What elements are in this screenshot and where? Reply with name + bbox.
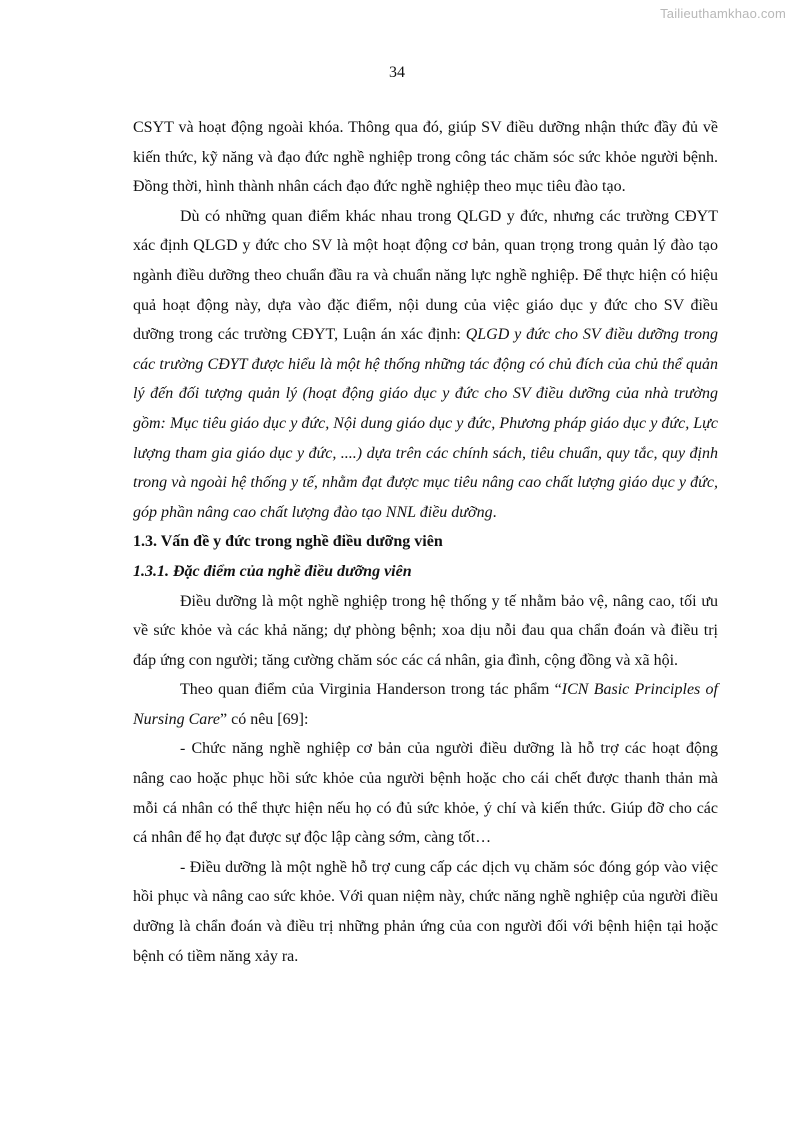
paragraph-4	[133, 675, 718, 734]
page-number: 34	[389, 64, 405, 81]
paragraph-6: - Điều dưỡng là một nghề hỗ trợ cung cấp các dịch vụ chăm sóc đóng góp vào việc hồi phục và nâng cao sức khỏe. Với quan niệm này, chức năng nghề nghiệp của người điều dưỡng là chẩn đoán và điều trị những phản ứng của con người đối với bệnh hiện tại hoặc bệnh có tiềm năng xảy ra.	[133, 858, 718, 965]
section-heading-1-3-1: 1.3.1. Đặc điểm của nghề điều dưỡng viên	[133, 562, 412, 580]
paragraph-2	[133, 202, 718, 528]
paragraph-4-book-title: ICN Basic Principles of Nursing Care	[133, 681, 718, 728]
page-body	[133, 113, 718, 971]
paragraph-2-text: Dù có những quan điểm khác nhau trong QLGD y đức, nhưng các trường CĐYT xác định QLGD y đức cho SV là một hoạt động cơ bản, quan trọng trong quản lý đào tạo ngành điều dưỡng theo chuẩn đầu ra và chuẩn năng lực nghề nghiệp. Để thực hiện có hiệu quả hoạt động này, dựa vào đặc điểm, nội dung của việc giáo dục y đức cho SV điều dưỡng trong các trường CĐYT, Luận án xác định:	[133, 207, 718, 344]
paragraph-4-text: Theo quan điểm của Virginia Handerson trong tác phẩm “	[180, 681, 562, 699]
paragraph-5: - Chức năng nghề nghiệp cơ bản của người điều dưỡng là hỗ trợ các hoạt động nâng cao hoặc phục hồi sức khỏe của người bệnh hoặc cho cái chết được thanh thản mà mỗi cá nhân có thể thực hiện nếu họ có đủ sức khỏe, ý chí và kiến thức. Giúp đỡ cho các cá nhân để họ đạt được sự độc lập càng sớm, càng tốt…	[133, 740, 718, 847]
paragraph-4-end: ” có nêu [69]:	[219, 710, 309, 728]
paragraph-1: CSYT và hoạt động ngoài khóa. Thông qua đó, giúp SV điều dưỡng nhận thức đầy đủ về kiến thức, kỹ năng và đạo đức nghề nghiệp trong công tác chăm sóc sức khỏe người bệnh. Đồng thời, hình thành nhân cách đạo đức nghề nghiệp theo mục tiêu đào tạo.	[133, 119, 718, 196]
section-heading-1-3: 1.3. Vấn đề y đức trong nghề điều dưỡng viên	[133, 533, 443, 551]
paragraph-3: Điều dưỡng là một nghề nghiệp trong hệ thống y tế nhằm bảo vệ, nâng cao, tối ưu về sức khỏe và các khả năng; dự phòng bệnh; xoa dịu nỗi đau qua chẩn đoán và điều trị đáp ứng con người; tăng cường chăm sóc các cá nhân, gia đình, cộng đồng và xã hội.	[133, 592, 718, 669]
paragraph-2-definition: QLGD y đức cho SV điều dưỡng trong các trường CĐYT được hiểu là một hệ thống những tác động có chủ đích của chủ thể quản lý đến đối tượng quản lý (hoạt động giáo dục y đức cho SV điều dưỡng của nhà trường gồm: Mục tiêu giáo dục y đức, Nội dung giáo dục y đức, Phương pháp giáo dục y đức, Lực lượng tham gia giáo dục y đức, ....) dựa trên các chính sách, tiêu chuẩn, quy tắc, quy định trong và ngoài hệ thống y tế, nhằm đạt được mục tiêu nâng cao chất lượng giáo dục y đức, góp phần nâng cao chất lượng đào tạo NNL điều dưỡng	[133, 326, 719, 521]
paragraph-2-end: .	[492, 503, 497, 521]
watermark: Tailieuthamkhao.com	[660, 6, 786, 21]
